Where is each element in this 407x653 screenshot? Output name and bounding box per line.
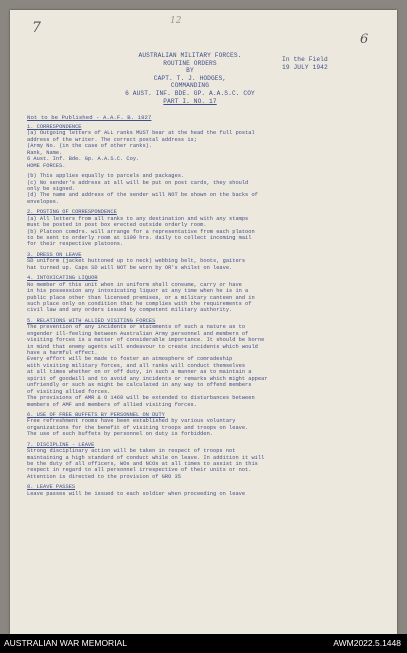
text-line: to be sent to orderly room at 1100 hrs. daily to collect incoming mail [27, 235, 252, 241]
text-line: (b) Platoon comdrs. will arrange for a representative from each platoon [27, 228, 255, 235]
text-line: The provisions of AMR & O 1469 will be extended to disturbances between [27, 395, 255, 402]
section-heading: 6. USE OF FREE BUFFETS BY PERSONNEL ON DUTY [27, 411, 165, 418]
section-heading: 5. RELATIONS WITH ALLIED VISITING FORCES [27, 317, 156, 324]
text-line: have a harmful effect. [27, 350, 98, 356]
text-line: (c) No sender's address at all will be put on post cards, they should [27, 179, 249, 186]
text-line: (d) The name and address of the sender will NOT be shown on the backs of [27, 192, 258, 199]
section-heading: 8. LEAVE PASSES [27, 484, 76, 491]
text-line: for their respective platoons. [27, 241, 124, 248]
text-line: unfriendly or such as might be calculated in any way to offend members [27, 382, 252, 389]
text-line: visiting forces is a matter of considerable importance. It should be borne [27, 337, 265, 344]
text-line: only be signed. [27, 185, 76, 192]
text-line: Rank, Name. [27, 149, 63, 156]
text-line: be the duty of all officers, WOs and NCOs at all times to assist in this [27, 461, 258, 467]
text-line: SD uniform (jacket buttoned up to neck) webbing belt, boots, gaiters [27, 258, 246, 265]
text-line: Every effort will be made to foster an atmosphere of comradeship [27, 356, 233, 363]
document-heading [105, 52, 275, 105]
archive-footer [0, 634, 407, 653]
text-line: (a) All letters from all ranks to any destination and with any stamps [27, 215, 249, 222]
text-line: (Army No. (in the case of other ranks). [27, 143, 153, 150]
text-line: (b) This applies equally to parcels and packages. [27, 173, 185, 180]
text-line: spirit of goodwill and to avoid any incidents or remarks which might appear [27, 375, 268, 382]
text-line: HOME FORCES. [27, 162, 66, 169]
text-line: No member of this unit when in uniform shall consume, carry or have [27, 281, 242, 288]
text-line: address of the writer. The correct postal address is; [27, 136, 197, 143]
text-line: maintaining a high standard of conduct while on leave. In addition it will [27, 454, 265, 461]
heading-line: BY [186, 67, 194, 75]
text-line: The use of such buffets by personnel on duty is forbidden. [27, 431, 213, 438]
text-line: respect in regard to all personnel irrespective of their units or not. [27, 467, 252, 474]
not-published-notice: Not to be Published - A.A.F. B. 1927 [27, 114, 152, 121]
text-line: Strong disciplinary action will be taken in respect of troops not [27, 448, 236, 455]
text-line: (a) Outgoing letters of ALL ranks MUST bear at the head the full postal [27, 130, 255, 137]
place-date-block [282, 56, 382, 71]
section-heading: 1. CORRESPONDENCE [27, 124, 82, 130]
heading-line: PART I. NO. 17 [163, 97, 217, 105]
text-line: civil law and any orders issued by competent military authority. [27, 307, 233, 314]
heading-line: AUSTRALIAN MILITARY FORCES. [138, 52, 242, 59]
text-line: Leave passes will be issued to each soldier when proceeding on leave [27, 490, 246, 497]
section-heading: 3. DRESS ON LEAVE [27, 251, 82, 258]
text-line: of visiting allied forces. [27, 388, 111, 395]
text-line: The prevention of any incidents or statements of such a nature as to [27, 324, 246, 331]
text-line: envelopes. [27, 198, 60, 205]
pencil-mark-top-right: 6 [360, 32, 369, 47]
heading-line: CAPT. T. J. HODGES, [153, 74, 227, 82]
text-line: hat turned up. Caps SD will NOT be worn by OR's whilst on leave. [27, 264, 233, 271]
pencil-mark-top-left: 7 [32, 20, 41, 36]
document-page [10, 10, 397, 634]
text-line: Free refreshment rooms have been established by various voluntary [27, 418, 236, 425]
text-line: members of AMF and members of allied visiting forces. [27, 401, 197, 408]
section-heading: 4. INTOXICATING LIQUOR [27, 275, 98, 282]
archive-reference: AWM2022.5.1448 [333, 638, 401, 648]
section-heading: 7. DISCIPLINE - LEAVE [27, 441, 95, 448]
section-heading: 2. POSTING OF CORRESPONDENCE [27, 209, 117, 216]
text-line: in mind that enemy agents will endeavour to create incidents which would [27, 343, 258, 350]
pencil-mark-top-mid: 12 [170, 16, 182, 26]
archive-name: AUSTRALIAN WAR MEMORIAL [4, 638, 127, 648]
text-line: at all times whether on or off duty, in such a manner as to maintain a [27, 369, 252, 376]
text-line: Attention is directed to the provision of GRO 35 [27, 473, 181, 480]
heading-line: ROUTINE ORDERS [163, 59, 217, 67]
heading-line: 6 AUST. INF. BDE. GP. A.A.S.C. COY [125, 89, 255, 97]
text-line: with visiting military forces, and all ranks will conduct themselves [27, 362, 246, 369]
text-line: in his possession any intoxicating liquor at any time when he is in a [27, 288, 249, 295]
text-line: engender ill-feeling between Australian Army personnel and members of [27, 330, 249, 337]
text-line: 6 Aust. Inf. Bde. Gp. A.A.S.C. Coy. [27, 156, 140, 163]
heading-line: COMMANDING [170, 82, 210, 90]
date-line: 19 JULY 1942 [282, 63, 328, 71]
place-line: In the Field [282, 56, 328, 63]
text-line: public place other than licensed premises, or a military canteen and in [27, 294, 255, 301]
text-line: such place only on condition that he complies with the requirements of [27, 300, 252, 307]
text-line: organizations for the benefit of visiting troops and troops on leave. [27, 424, 249, 431]
text-line: must be posted in post box erected outside orderly room. [27, 222, 207, 229]
orders-body [27, 124, 387, 497]
